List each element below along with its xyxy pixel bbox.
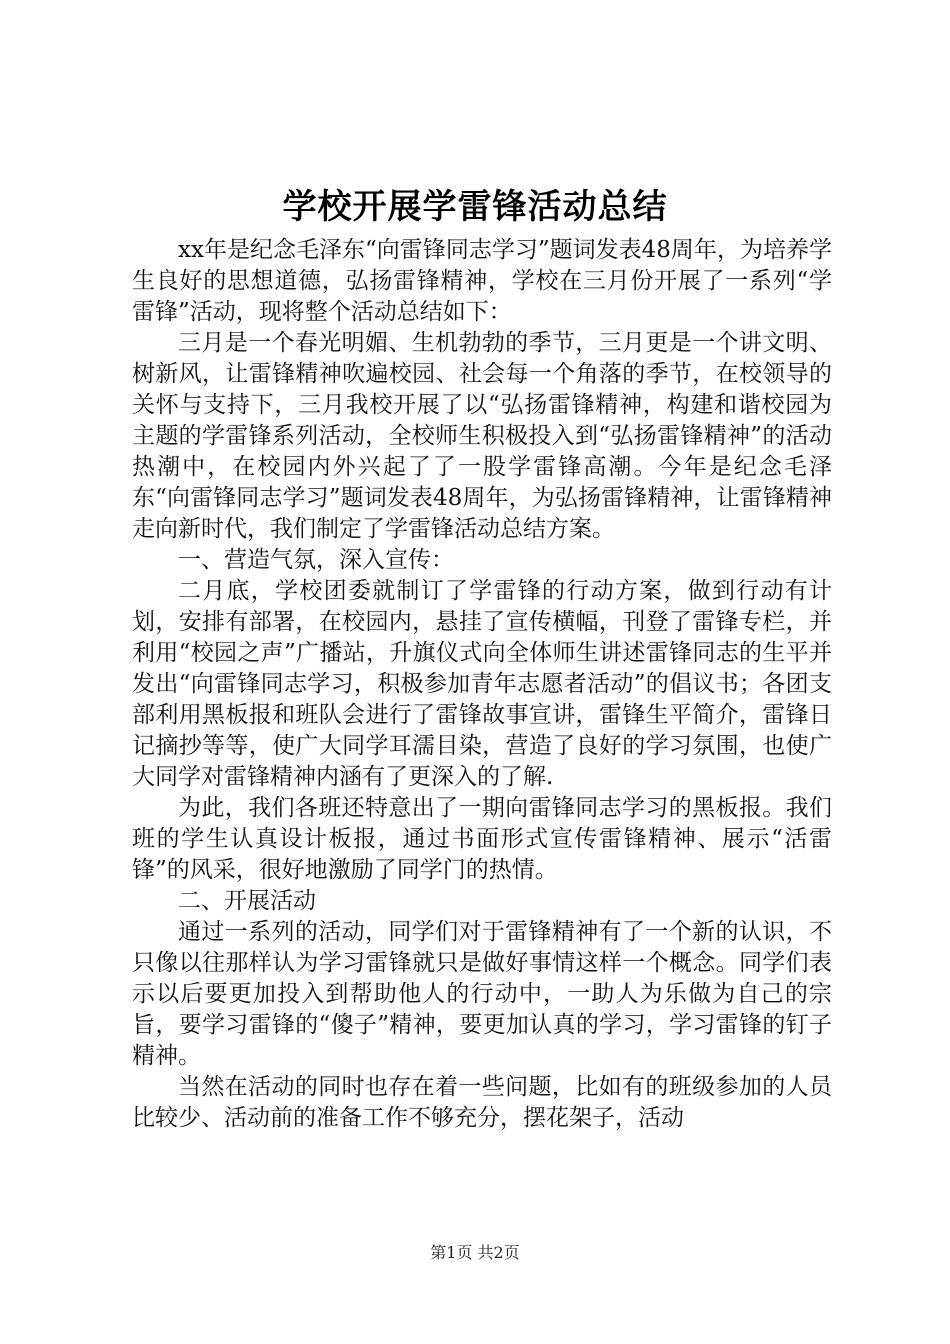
paragraph-publicity: 二月底，学校团委就制订了学雷锋的行动方案，做到行动有计划，安排有部署，在校园内，悬挂了宣传横幅，刊登了雷锋专栏，并利用“校园之声”广播站，升旗仪式向全体师生讲述雷锋同志的生平并发出“向雷锋同志学习，积极参加青年志愿者活动”的倡议书；各团支部利用黑板报和班队会进行了雷锋故事宣讲，雷锋生平简介，雷锋日记摘抄等等，使广大同学耳濡目染，营造了良好的学习氛围，也使广大同学对雷锋精神内涵有了更深入的了解. <box>132 578 832 790</box>
document-title: 学校开展学雷锋活动总结 <box>282 187 668 227</box>
section-heading-1: 一、营造气氛，深入宣传： <box>178 547 454 573</box>
paragraph-intro: xx年是纪念毛泽东“向雷锋同志学习”题词发表48周年，为培养学生良好的思想道德，弘扬雷锋精神，学校在三月份开展了一系列“学雷锋”活动，现将整个活动总结如下： <box>132 237 832 325</box>
page-number-footer: 第1页 共2页 <box>430 1243 520 1262</box>
section-heading-2: 二、开展活动 <box>178 888 316 914</box>
paragraph-march: 三月是一个春光明媚、生机勃勃的季节，三月更是一个讲文明、树新风，让雷锋精神吹遍校园、社会每一个角落的季节，在校领导的关怀与支持下，三月我校开展了以“弘扬雷锋精神，构建和谐校园为主题的学雷锋系列活动，全校师生积极投入到“弘扬雷锋精神”的活动热潮中，在校园内外兴起了了一股学雷锋高潮。今年是纪念毛泽东“向雷锋同志学习”题词发表48周年，为弘扬雷锋精神，让雷锋精神走向新时代，我们制定了学雷锋活动总结方案。 <box>132 330 832 542</box>
document-body <box>132 235 832 1134</box>
paragraph-activities: 通过一系列的活动，同学们对于雷锋精神有了一个新的认识，不只像以往那样认为学习雷锋就只是做好事情这样一个概念。同学们表示以后要更加投入到帮助他人的行动中，一助人为乐做为自己的宗旨，要学习雷锋的“傻子”精神，要更加认真的学习，学习雷锋的钉子精神。 <box>132 919 832 1069</box>
paragraph-blackboard: 为此，我们各班还特意出了一期向雷锋同志学习的黑板报。我们班的学生认真设计板报，通过书面形式宣传雷锋精神、展示“活雷锋”的风采，很好地激励了同学门的热情。 <box>132 795 832 883</box>
paragraph-problems: 当然在活动的同时也存在着一些问题，比如有的班级参加的人员比较少、活动前的准备工作不够充分，摆花架子，活动 <box>132 1074 832 1131</box>
